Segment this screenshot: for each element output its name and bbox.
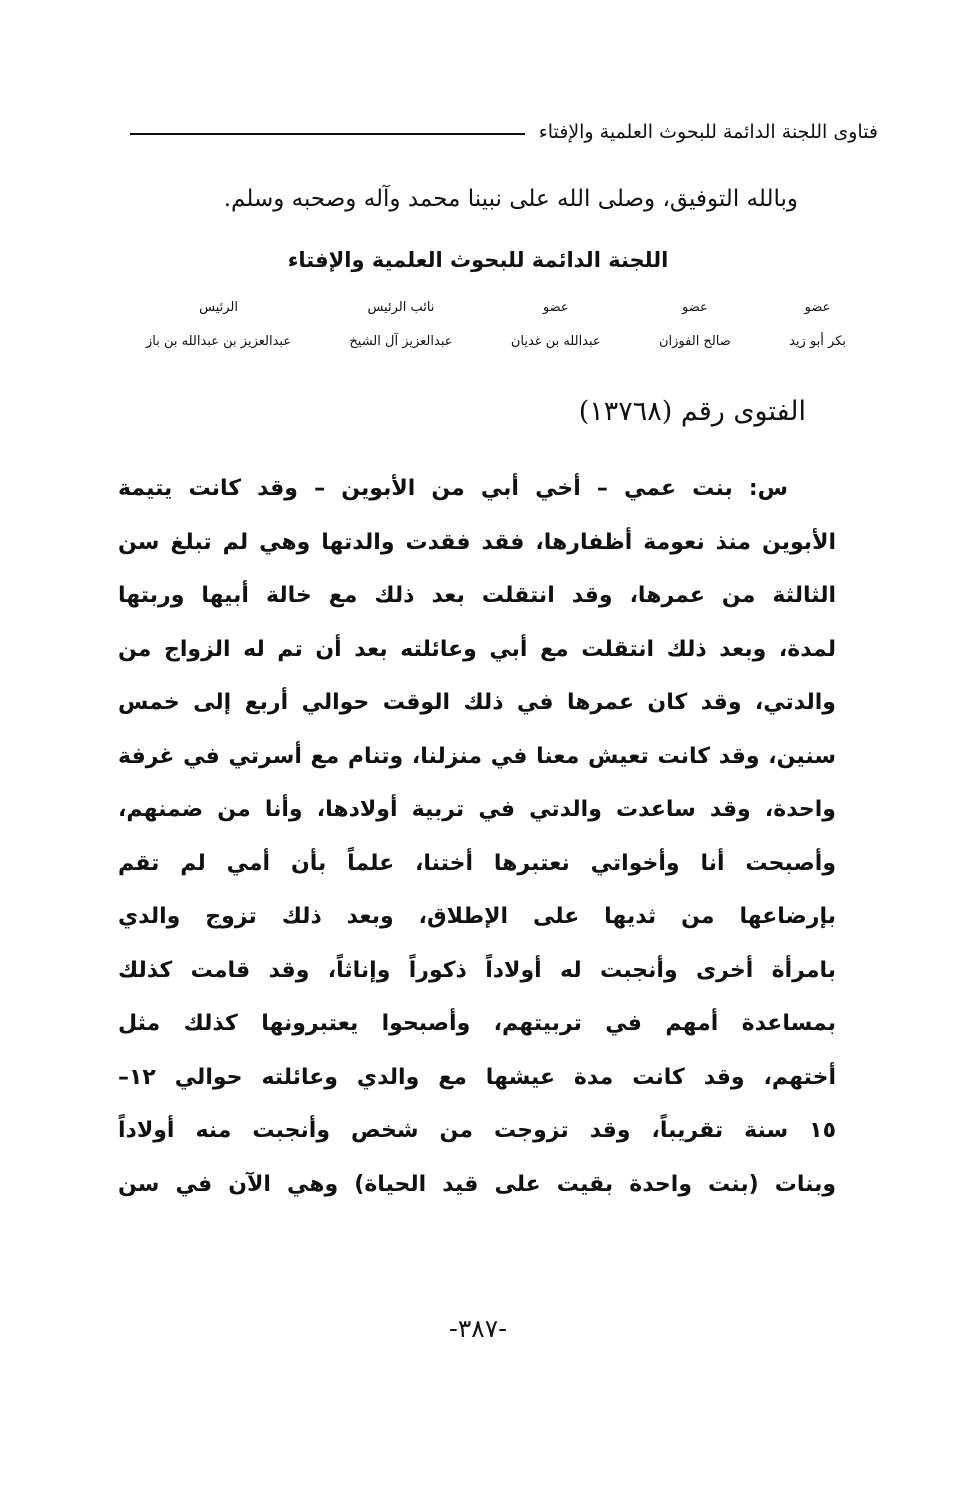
signatory-role: عضو — [542, 300, 569, 315]
text-line: بامرأة أخرى وأنجبت له أولاداً ذكوراً وإناثاً، وقد قامت كذلك — [118, 957, 836, 983]
page-number: -٣٨٧- — [448, 1314, 508, 1343]
text-line: بمساعدة أمهم في تربيتهم، وأصبحوا يعتبرونها كذلك مثل — [118, 1011, 836, 1036]
text-line: وبنات (بنت واحدة بقيت على قيد الحياة) وهي الآن في سن — [118, 1171, 836, 1197]
closing-statement: وبالله التوفيق، وصلى الله على نبينا محمد وآله وصحبه وسلم. — [223, 186, 798, 212]
text-line: لمدة، وبعد ذلك انتقلت مع أبي وعائلته بعد أن تم له الزواج من — [118, 636, 836, 662]
fatwa-number: الفتوى رقم (١٣٧٦٨) — [578, 396, 806, 427]
header-rule — [130, 133, 525, 135]
text-line: وأصبحت أنا وأخواتي نعتبرها أختنا، علماً بأن أمي لم تقم — [118, 850, 836, 876]
signatory-name: عبدالعزيز آل الشيخ — [349, 334, 453, 349]
committee-title: اللجنة الدائمة للبحوث العلمية والإفتاء — [287, 248, 669, 272]
signatory — [146, 296, 291, 349]
signatories — [146, 296, 846, 349]
running-header — [130, 114, 878, 150]
question-text — [118, 462, 836, 1211]
text-line: أختهم، وقد كانت مدة عيشها مع والدي وعائلته حوالي ١٢– — [118, 1064, 836, 1090]
header-title: فتاوى اللجنة الدائمة للبحوث العلمية والإفتاء — [538, 121, 878, 143]
signatory-role: نائب الرئيس — [367, 300, 435, 315]
signatory-name: عبدالله بن غديان — [510, 334, 601, 349]
text-line: الأبوين منذ نعومة أظفارها، فقد فقدت والدتها وهي لم تبلغ سن — [118, 529, 836, 555]
signatory-role: الرئيس — [199, 300, 238, 315]
signatory-role: عضو — [804, 300, 831, 315]
signatory — [511, 296, 601, 349]
text-line: ١٥ سنة تقريباً، وقد تزوجت من شخص وأنجبت منه أولاداً — [118, 1118, 836, 1143]
signatory-name: بكر أبو زيد — [789, 334, 846, 349]
text-line: والدتي، وقد كان عمرها في ذلك الوقت حوالي أربع إلى خمس — [118, 690, 836, 715]
text-line: سنين، وقد كانت تعيش معنا في منزلنا، وتنام مع أسرتي في غرفة — [118, 743, 836, 769]
signatory — [789, 296, 846, 349]
signatory — [659, 296, 731, 349]
signatory-name: صالح الفوزان — [659, 334, 731, 349]
signatory-name: عبدالعزيز بن عبدالله بن باز — [146, 334, 292, 349]
signatory — [349, 296, 452, 349]
text-line: س: بنت عمي – أخي أبي من الأبوين – وقد كانت يتيمة — [118, 476, 788, 501]
text-line: واحدة، وقد ساعدت والدتي في تربية أولادها، وأنا من ضمنهم، — [118, 797, 836, 822]
text-line: بإرضاعها من ثديها على الإطلاق، وبعد ذلك تزوج والدي — [118, 904, 836, 929]
text-line: الثالثة من عمرها، وقد انتقلت بعد ذلك مع خالة أبيها وربتها — [118, 583, 836, 608]
signatory-role: عضو — [682, 300, 708, 315]
